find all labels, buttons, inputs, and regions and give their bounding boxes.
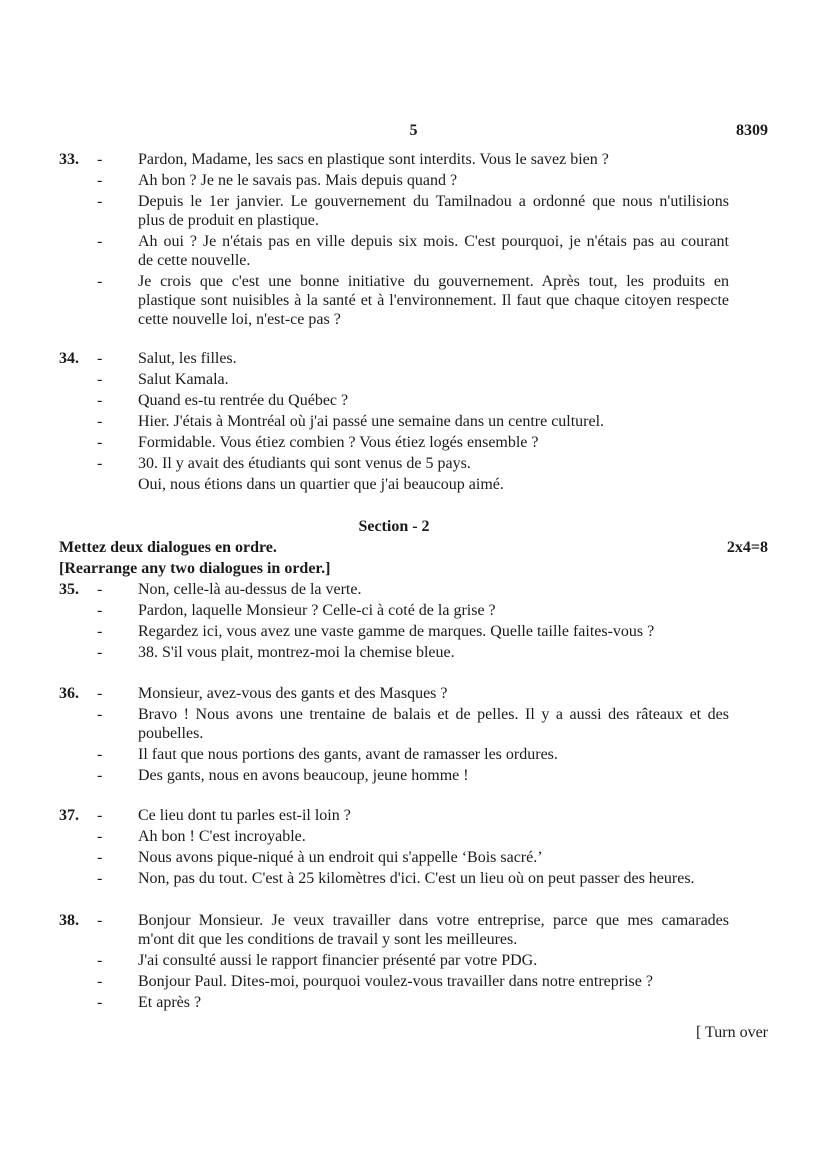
line-dash: - [97,973,103,990]
instruction-row [59,538,768,557]
dialogue-line [59,433,729,452]
marks-allocation: 2x4=8 [726,539,768,556]
section-heading-row [59,517,768,536]
text-line: Et après ? [138,994,202,1011]
question-35 [59,580,729,662]
line-dash: - [97,602,103,619]
text-line: Pardon, Madame, les sacs en plastique sont interdits. Vous le savez bien ? [138,151,609,168]
text-line: Hier. J'étais à Montréal où j'ai passé une semaine dans un centre culturel. [138,413,605,430]
dialogue-text [138,848,729,867]
text-line: Des gants, nous en avons beaucoup, jeune homme ! [138,767,469,784]
instruction-translation-row [59,559,768,578]
dialogue-line [59,745,729,764]
text-line: Non, celle-là au-dessus de la verte. [138,581,362,598]
text-line: de cette nouvelle. [138,252,251,269]
dialogue-text [138,192,729,230]
dialogue-line [59,827,729,846]
turn-over-note: [ Turn over [695,1024,768,1041]
line-dash: - [97,371,103,388]
line-dash: - [97,994,103,1011]
line-dash: - [97,623,103,640]
number-spacer [59,475,97,494]
question-number: 33. [59,151,79,168]
section-heading: Section - 2 [358,518,430,535]
dialogue-line [59,806,729,825]
line-dash: - [97,581,103,598]
dialogue-text [138,370,729,389]
text-line: Bravo ! Nous avons une trentaine de balais et de pelles. Il y a aussi des râteaux et des [138,706,729,723]
line-dash: - [97,807,103,824]
dialogue-line [59,150,729,169]
text-line: Quand es-tu rentrée du Québec ? [138,392,349,409]
number-spacer [59,433,97,452]
number-spacer [59,391,97,410]
line-dash: - [97,685,103,702]
number-spacer [59,232,97,251]
line-dash: - [97,273,103,290]
dialogue-text [138,806,729,825]
text-line: plastique sont nuisibles à la santé et à l'environnement. Il faut que chaque citoyen respecte [138,292,729,309]
question-33 [59,150,729,329]
dialogue-text [138,993,729,1012]
number-spacer [59,745,97,764]
line-dash: - [97,350,103,367]
question-36 [59,684,729,785]
dialogue-line [59,766,729,785]
text-line: Bonjour Monsieur. Je veux travailler dans votre entreprise, parce que mes camarades [138,912,729,929]
text-line: J'ai consulté aussi le rapport financier présenté par votre PDG. [138,952,538,969]
number-spacer [59,601,97,620]
text-line: Je crois que c'est une bonne initiative du gouvernement. Après tout, les produits en [138,273,729,290]
dialogue-text [138,643,729,662]
line-dash: - [97,767,103,784]
dialogue-line [59,232,729,270]
dialogue-text [138,684,729,703]
dialogue-text [138,272,729,329]
number-spacer [59,869,97,888]
number-spacer [59,272,97,291]
dialogue-line [59,993,729,1012]
instruction-en: [Rearrange any two dialogues in order.] [59,560,331,577]
number-spacer [59,192,97,211]
text-line: Ce lieu dont tu parles est-il loin ? [138,807,351,824]
dialogue-line [59,622,729,641]
instruction-fr: Mettez deux dialogues en ordre. [59,539,277,556]
dialogue-line [59,370,729,389]
number-spacer [59,171,97,190]
dialogue-text [138,475,729,494]
dialogue-text [138,232,729,270]
text-line: cette nouvelle loi, n'est-ce pas ? [138,311,341,328]
question-38 [59,911,729,1012]
text-line: Il faut que nous portions des gants, avant de ramasser les ordures. [138,746,558,763]
dialogue-line [59,580,729,599]
dialogue-line [59,391,729,410]
dialogue-text [138,972,729,991]
dialogue-line [59,705,729,743]
text-line: plus de produit en plastique. [138,212,319,229]
text-line: Depuis le 1er janvier. Le gouvernement du Tamilnadou a ordonné que nous n'utilisions [138,193,729,210]
text-line: Formidable. Vous étiez combien ? Vous étiez logés ensemble ? [138,434,539,451]
line-dash: - [97,455,103,472]
dialogue-text [138,951,729,970]
dialogue-text [138,705,729,743]
number-spacer [59,993,97,1012]
text-line: poubelles. [138,725,204,742]
line-dash: - [97,193,103,210]
line-dash: - [97,644,103,661]
text-line: Oui, nous étions dans un quartier que j'ai beaucoup aimé. [138,476,504,493]
line-dash: - [97,151,103,168]
line-dash: - [97,434,103,451]
question-number: 38. [59,912,79,929]
line-dash: - [97,172,103,189]
line-dash: - [97,706,103,723]
dialogue-text [138,827,729,846]
question-number: 34. [59,350,79,367]
number-spacer [59,972,97,991]
dialogue-line [59,951,729,970]
line-dash: - [97,746,103,763]
dialogue-text [138,911,729,949]
section-2-header [59,517,768,578]
text-line: Salut Kamala. [138,371,229,388]
dialogue-line [59,601,729,620]
question-number: 37. [59,807,79,824]
dialogue-line [59,454,729,473]
number-spacer [59,454,97,473]
line-dash: - [97,392,103,409]
question-number: 35. [59,581,79,598]
line-dash: - [97,870,103,887]
question-number: 36. [59,685,79,702]
text-line: Ah bon ? Je ne le savais pas. Mais depuis quand ? [138,172,458,189]
line-dash: - [97,849,103,866]
dialogue-text [138,580,729,599]
dialogue-text [138,391,729,410]
question-37 [59,806,729,888]
number-spacer [59,412,97,431]
text-line: Pardon, laquelle Monsieur ? Celle-ci à coté de la grise ? [138,602,496,619]
dialogue-line [59,972,729,991]
dialogue-text [138,171,729,190]
text-line: Ah oui ? Je n'étais pas en ville depuis six mois. C'est pourquoi, je n'étais pas au courant [138,233,729,250]
dialogue-line [59,848,729,867]
dialogue-text [138,745,729,764]
dialogue-text [138,454,729,473]
dialogue-text [138,601,729,620]
text-line: Bonjour Paul. Dites-moi, pourquoi voulez-vous travailler dans notre entreprise ? [138,973,653,990]
text-line: Nous avons pique-niqué à un endroit qui s'appelle ‘Bois sacré.’ [138,849,543,866]
dialogue-text [138,869,729,888]
number-spacer [59,951,97,970]
paper-code: 8309 [736,122,768,139]
text-line: Ah bon ! C'est incroyable. [138,828,306,845]
number-spacer [59,705,97,724]
line-dash: - [97,413,103,430]
dialogue-text [138,766,729,785]
dialogue-text [138,150,729,169]
text-line: m'ont dit que les conditions de travail y sont les meilleures. [138,931,518,948]
line-dash: - [97,828,103,845]
dialogue-line [59,171,729,190]
dialogue-line [59,272,729,329]
text-line: Monsieur, avez-vous des gants et des Masques ? [138,685,448,702]
dialogue-text [138,349,729,368]
dialogue-text [138,433,729,452]
number-spacer [59,766,97,785]
number-spacer [59,848,97,867]
page-number: 5 [409,122,418,139]
text-line: Regardez ici, vous avez une vaste gamme de marques. Quelle taille faites-vous ? [138,623,655,640]
question-34 [59,349,729,494]
line-dash: - [97,952,103,969]
dash-spacer [97,475,138,494]
dialogue-line [59,475,729,494]
dialogue-line [59,349,729,368]
dialogue-line [59,684,729,703]
number-spacer [59,643,97,662]
text-line: Salut, les filles. [138,350,237,367]
line-dash: - [97,912,103,929]
number-spacer [59,622,97,641]
text-line: 38. S'il vous plait, montrez-moi la chemise bleue. [138,644,455,661]
dialogue-line [59,643,729,662]
dialogue-text [138,622,729,641]
dialogue-line [59,192,729,230]
number-spacer [59,370,97,389]
page-header [59,121,768,140]
dialogue-line [59,869,729,888]
line-dash: - [97,233,103,250]
text-line: Non, pas du tout. C'est à 25 kilomètres d'ici. C'est un lieu où on peut passer des heures. [138,870,695,887]
number-spacer [59,827,97,846]
text-line: 30. Il y avait des étudiants qui sont venus de 5 pays. [138,455,471,472]
dialogue-line [59,412,729,431]
dialogue-text [138,412,729,431]
dialogue-line [59,911,729,949]
